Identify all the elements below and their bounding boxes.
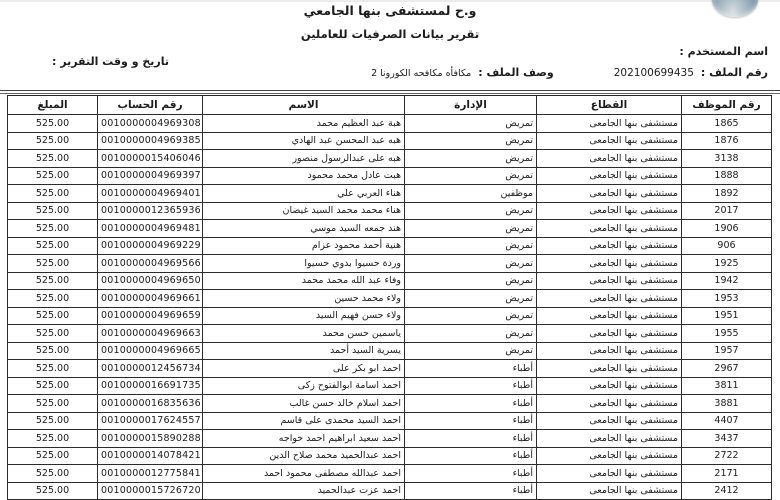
cell-sector: مستشفى بنها الجامعى — [537, 290, 682, 308]
cell-amount: 525.00 — [8, 395, 98, 413]
cell-name: هبه على عبدالرسول منصور — [203, 150, 405, 168]
cell-amount: 525.00 — [8, 272, 98, 290]
cell-sector: مستشفى بنها الجامعى — [537, 115, 682, 133]
cell-emp_no: 1951 — [682, 307, 772, 325]
cell-account: 0010000004969385 — [98, 132, 203, 150]
cell-amount: 525.00 — [8, 430, 98, 448]
cell-name: وردة حسيوا بدوي حسيوا — [203, 255, 405, 273]
cell-sector: مستشفى بنها الجامعى — [537, 272, 682, 290]
cell-admin: تمريض — [405, 342, 537, 360]
cell-name: ولاء حسن فهيم السيد — [203, 307, 405, 325]
table-row — [8, 255, 772, 273]
cell-admin: تمريض — [405, 272, 537, 290]
cell-sector: مستشفى بنها الجامعى — [537, 167, 682, 185]
cell-amount: 525.00 — [8, 307, 98, 325]
table-header-row — [8, 96, 772, 115]
cell-emp_no: 2017 — [682, 202, 772, 220]
cell-amount: 525.00 — [8, 360, 98, 378]
username-label: اسم المستخدم : — [679, 45, 768, 58]
cell-emp_no: 1957 — [682, 342, 772, 360]
cell-amount: 525.00 — [8, 465, 98, 483]
table-row — [8, 132, 772, 150]
file-info-row — [371, 66, 768, 79]
cell-name: هند جمعه السيد موسي — [203, 220, 405, 238]
cell-admin: أطباء — [405, 395, 537, 413]
table-row — [8, 167, 772, 185]
cell-admin: أطباء — [405, 412, 537, 430]
cell-sector: مستشفى بنها الجامعى — [537, 360, 682, 378]
table-row — [8, 360, 772, 378]
cell-amount: 525.00 — [8, 255, 98, 273]
cell-account: 0010000012365936 — [98, 202, 203, 220]
cell-emp_no: 2171 — [682, 465, 772, 483]
cell-amount: 525.00 — [8, 202, 98, 220]
table-row — [8, 307, 772, 325]
table-row — [8, 395, 772, 413]
cell-name: هناء العربي علي — [203, 185, 405, 203]
cell-sector: مستشفى بنها الجامعى — [537, 430, 682, 448]
cell-amount: 525.00 — [8, 185, 98, 203]
cell-amount: 525.00 — [8, 290, 98, 308]
table-row — [8, 430, 772, 448]
cell-admin: تمريض — [405, 150, 537, 168]
cell-amount: 525.00 — [8, 132, 98, 150]
cell-name: احمد سعيد ابراهيم احمد خواجه — [203, 430, 405, 448]
cell-sector: مستشفى بنها الجامعى — [537, 255, 682, 273]
cell-name: احمد اسلام خالد حسن غالب — [203, 395, 405, 413]
cell-emp_no: 1955 — [682, 325, 772, 343]
cell-sector: مستشفى بنها الجامعى — [537, 412, 682, 430]
cell-admin: تمريض — [405, 202, 537, 220]
cell-emp_no: 2967 — [682, 360, 772, 378]
cell-sector: مستشفى بنها الجامعى — [537, 465, 682, 483]
cell-sector: مستشفى بنها الجامعى — [537, 220, 682, 238]
cell-emp_no: 1953 — [682, 290, 772, 308]
col-header-name: الاسم — [203, 96, 405, 115]
table-row — [8, 185, 772, 203]
cell-amount: 525.00 — [8, 377, 98, 395]
cell-emp_no: 1865 — [682, 115, 772, 133]
cell-amount: 525.00 — [8, 237, 98, 255]
cell-account: 0010000004969481 — [98, 220, 203, 238]
table-row — [8, 272, 772, 290]
cell-sector: مستشفى بنها الجامعى — [537, 447, 682, 465]
report-subtitle: تقرير بيانات الصرفيات للعاملين — [300, 27, 480, 41]
cell-admin: تمريض — [405, 290, 537, 308]
cell-account: 0010000012456734 — [98, 360, 203, 378]
cell-sector: مستشفى بنها الجامعى — [537, 482, 682, 500]
cell-account: 0010000016835636 — [98, 395, 203, 413]
file-desc-label: وصف الملف : — [478, 66, 554, 79]
cell-account: 0010000014078421 — [98, 447, 203, 465]
file-number-label: رقم الملف : — [700, 66, 768, 79]
cell-emp_no: 1925 — [682, 255, 772, 273]
cell-account: 0010000004969401 — [98, 185, 203, 203]
cell-sector: مستشفى بنها الجامعى — [537, 377, 682, 395]
cell-admin: تمريض — [405, 325, 537, 343]
cell-amount: 525.00 — [8, 167, 98, 185]
col-header-sector: القطاع — [537, 96, 682, 115]
cell-admin: أطباء — [405, 360, 537, 378]
table-row — [8, 482, 772, 500]
cell-sector: مستشفى بنها الجامعى — [537, 342, 682, 360]
cell-emp_no: 2722 — [682, 447, 772, 465]
file-number-value: 202100699435 — [613, 67, 694, 79]
col-header-administration: الإدارة — [405, 96, 537, 115]
cell-emp_no: 3437 — [682, 430, 772, 448]
cell-account: 0010000012775841 — [98, 465, 203, 483]
table-row — [8, 150, 772, 168]
cell-emp_no: 3881 — [682, 395, 772, 413]
table-row — [8, 412, 772, 430]
table-row — [8, 290, 772, 308]
cell-amount: 525.00 — [8, 220, 98, 238]
cell-amount: 525.00 — [8, 150, 98, 168]
cell-account: 0010000004969397 — [98, 167, 203, 185]
page-title: و.ح لمستشفى بنها الجامعي — [303, 3, 477, 18]
table-row — [8, 342, 772, 360]
cell-name: ولاء محمد حسين — [203, 290, 405, 308]
cell-admin: تمريض — [405, 167, 537, 185]
cell-admin: تمريض — [405, 237, 537, 255]
cell-account: 0010000004969566 — [98, 255, 203, 273]
cell-sector: مستشفى بنها الجامعى — [537, 202, 682, 220]
cell-admin: تمريض — [405, 220, 537, 238]
cell-admin: أطباء — [405, 465, 537, 483]
table-body — [8, 115, 772, 500]
cell-admin: تمريض — [405, 115, 537, 133]
cell-account: 0010000017624557 — [98, 412, 203, 430]
cell-name: وفاء عبد الله محمد محمد — [203, 272, 405, 290]
cell-amount: 525.00 — [8, 482, 98, 500]
cell-amount: 525.00 — [8, 325, 98, 343]
table-row — [8, 465, 772, 483]
cell-name: ياسمين حسن محمد — [203, 325, 405, 343]
divider-line — [0, 93, 780, 94]
cell-name: احمد عبدالحميد محمد صلاح الدين — [203, 447, 405, 465]
col-header-employee-number: رقم الموظف — [682, 96, 772, 115]
cell-name: هبت عادل محمد محمود — [203, 167, 405, 185]
cell-emp_no: 1892 — [682, 185, 772, 203]
cell-amount: 525.00 — [8, 447, 98, 465]
cell-emp_no: 1876 — [682, 132, 772, 150]
cell-sector: مستشفى بنها الجامعى — [537, 150, 682, 168]
cell-sector: مستشفى بنها الجامعى — [537, 307, 682, 325]
cell-emp_no: 3138 — [682, 150, 772, 168]
cell-name: هنية أحمد محمود عزام — [203, 237, 405, 255]
cell-account: 0010000004969665 — [98, 342, 203, 360]
cell-emp_no: 2412 — [682, 482, 772, 500]
cell-account: 0010000004969308 — [98, 115, 203, 133]
cell-name: هبة عبد العظيم محمد — [203, 115, 405, 133]
cell-admin: أطباء — [405, 447, 537, 465]
cell-sector: مستشفى بنها الجامعى — [537, 237, 682, 255]
cell-account: 0010000004969229 — [98, 237, 203, 255]
cell-sector: مستشفى بنها الجامعى — [537, 132, 682, 150]
cell-name: هبه عبد المحسن عبد الهادي — [203, 132, 405, 150]
cell-emp_no: 906 — [682, 237, 772, 255]
cell-sector: مستشفى بنها الجامعى — [537, 395, 682, 413]
table-row — [8, 202, 772, 220]
table-row — [8, 377, 772, 395]
cell-name: احمد السيد محمدى على قاسم — [203, 412, 405, 430]
cell-amount: 525.00 — [8, 342, 98, 360]
cell-account: 0010000016691735 — [98, 377, 203, 395]
table-row — [8, 220, 772, 238]
cell-emp_no: 1942 — [682, 272, 772, 290]
table-row — [8, 447, 772, 465]
cell-name: يسرية السيد أحمد — [203, 342, 405, 360]
cell-account: 0010000004969650 — [98, 272, 203, 290]
cell-name: احمد عبدالله مصطفى محمود احمد — [203, 465, 405, 483]
cell-account: 0010000015726720 — [98, 482, 203, 500]
cell-name: هناء محمد محمد السيد غيضان — [203, 202, 405, 220]
cell-sector: مستشفى بنها الجامعى — [537, 325, 682, 343]
cell-name: احمد عزت عبدالحميد — [203, 482, 405, 500]
table-row — [8, 325, 772, 343]
cell-admin: أطباء — [405, 430, 537, 448]
file-desc-value: مكافأه مكافحه الكورونا 2 — [371, 68, 472, 79]
cell-emp_no: 1888 — [682, 167, 772, 185]
cell-account: 0010000015890288 — [98, 430, 203, 448]
cell-account: 0010000004969663 — [98, 325, 203, 343]
cell-admin: أطباء — [405, 482, 537, 500]
col-header-amount: المبلغ — [8, 96, 98, 115]
payments-table — [7, 95, 772, 500]
divider-line — [0, 90, 780, 91]
cell-admin: تمريض — [405, 132, 537, 150]
cell-name: احمد اسامة ابوالفتوح زكى — [203, 377, 405, 395]
cell-sector: مستشفى بنها الجامعى — [537, 185, 682, 203]
cell-name: احمد ابو بكر على — [203, 360, 405, 378]
cell-emp_no: 4407 — [682, 412, 772, 430]
cell-admin: تمريض — [405, 307, 537, 325]
cell-admin: تمريض — [405, 255, 537, 273]
cell-emp_no: 1906 — [682, 220, 772, 238]
table-row — [8, 237, 772, 255]
cell-account: 0010000004969661 — [98, 290, 203, 308]
cell-admin: موظفين — [405, 185, 537, 203]
cell-amount: 525.00 — [8, 115, 98, 133]
report-datetime-label: تاريخ و وقت التقرير : — [52, 55, 170, 68]
cell-admin: أطباء — [405, 377, 537, 395]
cell-account: 0010000004969659 — [98, 307, 203, 325]
table-row — [8, 115, 772, 133]
cell-amount: 525.00 — [8, 412, 98, 430]
scan-edge — [0, 0, 780, 2]
col-header-account-number: رقم الحساب — [98, 96, 203, 115]
cell-emp_no: 3811 — [682, 377, 772, 395]
cell-account: 0010000015406046 — [98, 150, 203, 168]
